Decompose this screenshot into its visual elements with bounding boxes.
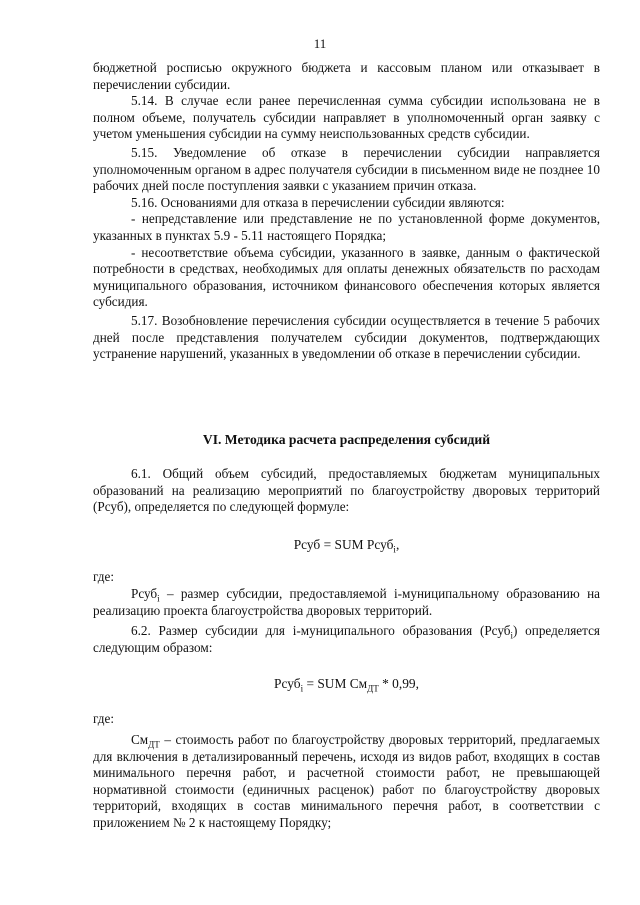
formula-municipal xyxy=(93,676,600,693)
formula-municipal-sub1: i xyxy=(300,683,304,694)
formula-municipal-p1: Рсуб xyxy=(274,676,301,691)
formula-total-lhs: Рсуб = SUM Рсуб xyxy=(293,537,394,552)
formula-municipal-p2: = SUM См xyxy=(303,676,368,691)
where-label-2: где: xyxy=(93,711,114,726)
formula-total-tail: , xyxy=(395,537,400,552)
definition-rsub-sub: i xyxy=(157,593,160,604)
paragraph-5-15: 5.15. Уведомление об отказе в перечислении субсидии направляется уполномоченным органом в адрес получателя субсидии в письменном виде не позднее 10 рабочих дней после поступления заявки с указанием причин отказа. xyxy=(93,144,600,194)
text-block-top xyxy=(93,60,600,363)
definition-smdt-symbol: См xyxy=(131,732,149,747)
formula-total-sub: i xyxy=(393,544,396,555)
paragraph-continuation: бюджетной росписью окружного бюджета и кассовым планом или отказывает в перечислении субсидии. xyxy=(93,60,600,92)
paragraph-6-2-sub: i xyxy=(510,630,514,641)
definition-rsub-symbol: Рсуб xyxy=(131,586,158,601)
formula-municipal-p3: * 0,99, xyxy=(378,676,419,691)
section-heading: VI. Методика расчета распределения субсидий xyxy=(202,432,491,447)
list-item-2: - несоответствие объема субсидии, указанного в заявке, данным о фактической потребности в средствах, необходимых для оплаты денежных обязательств по расходам муниципального образования, источником финансового обеспечения которых является субсидия. xyxy=(93,244,600,310)
paragraph-6-2 xyxy=(93,623,600,656)
formula-total xyxy=(93,537,600,554)
where-label-1: где: xyxy=(93,569,114,584)
paragraph-6-2-tail: ) определяется следующим образом: xyxy=(93,623,600,655)
paragraph-5-17: 5.17. Возобновление перечисления субсидии осуществляется в течение 5 рабочих дней после представления получателем субсидии документов, подтверждающих устранение нарушений, указанных в уведомлении об отказе в перечислении субсидии. xyxy=(93,312,600,362)
definition-smdt-sub: ДТ xyxy=(148,739,160,750)
page-number: 11 xyxy=(313,36,327,51)
definition-rsub xyxy=(93,586,600,619)
definition-smdt-text: – стоимость работ по благоустройству дворовых территорий, предлагаемых для включения в детализированный перечень, исходя из видов работ, входящих в состав минимального перечня работ, и расчетной стоимости работ, не превышающей нормативной стоимости (единичных расценок) работ по благоустройству дворовых территорий, входящих в состав минимального перечня работ, в соответствии с приложением № 2 к настоящему Порядку; xyxy=(93,732,600,830)
list-item-1: - непредставление или представление не по установленной форме документов, указанных в пунктах 5.9 - 5.11 настоящего Порядка; xyxy=(93,211,600,243)
definition-rsub-text: – размер субсидии, предоставляемой i-муниципальному образованию на реализацию проекта благоустройства дворовых территорий. xyxy=(93,586,600,618)
paragraph-5-14: 5.14. В случае если ранее перечисленная сумма субсидии использована не в полном объеме, получатель субсидии направляет в уполномоченный орган заявку с учетом уменьшения субсидии на сумму неиспользованных средств субсидии. xyxy=(93,93,600,142)
formula-municipal-sub2: ДТ xyxy=(367,683,379,694)
definition-smdt xyxy=(93,732,600,832)
paragraph-6-1: 6.1. Общий объем субсидий, предоставляемых бюджетам муниципальных образований на реализацию мероприятий по благоустройству дворовых территорий (Рсуб), определяется по следующей формуле: xyxy=(93,466,600,515)
paragraph-6-2-text: 6.2. Размер субсидии для i-муниципального образования (Рсуб xyxy=(131,623,511,638)
paragraph-5-16: 5.16. Основаниями для отказа в перечислении субсидии являются: xyxy=(131,194,505,210)
